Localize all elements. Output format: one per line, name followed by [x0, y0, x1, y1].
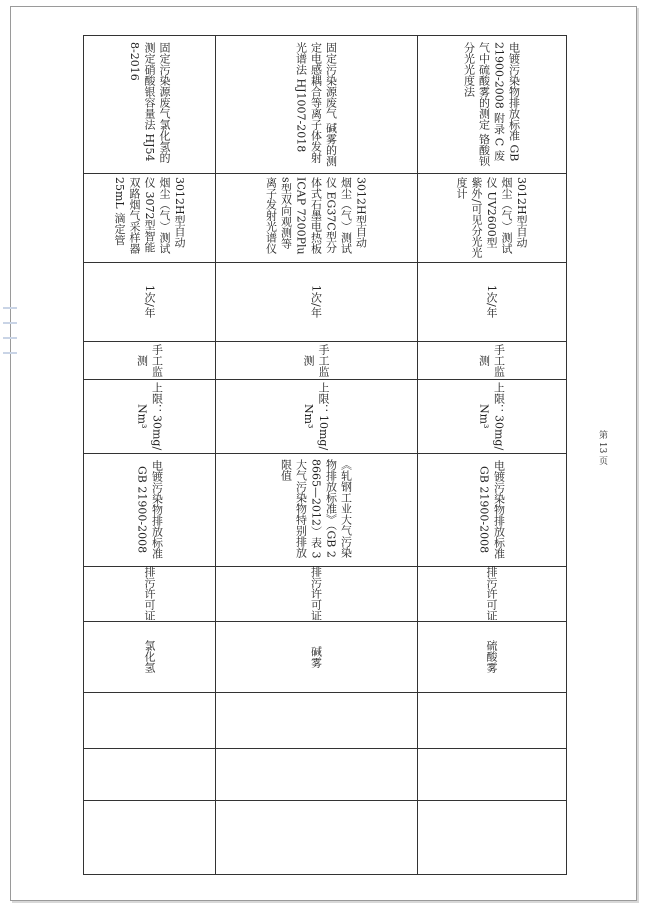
row3-standard: 电镀污染物排放标准 GB 21900-2008 [477, 460, 506, 559]
row3-method: 手工监测 [477, 343, 506, 377]
row3-limit: 上限：30mg/Nm³ [477, 381, 506, 451]
row1-instrument: 3012H型自动烟尘（气）测试仪 3072型智能双路烟气采样器 25mL 滴定管 [113, 177, 186, 254]
row2-analysis: 固定污染源废气 碱雾的测定电感耦合等离子体发射光谱法 HJ1007-2018 [294, 42, 338, 167]
scan-edge-mark [3, 337, 17, 339]
row3-basis: 排污许可证 [485, 566, 498, 621]
row1-analysis: 固定污染源废气氯化氢的测定硝酸银容量法 HJ548-2016 [128, 42, 171, 163]
row2-method: 手工监测 [302, 343, 330, 377]
row2-standard: 《轧钢工业大气污染物排放标准》（GB 28665—2012）表 3 大气污染物特别排放限值 [279, 459, 353, 559]
row1-method: 手工监测 [135, 343, 164, 377]
scan-edge-mark [3, 322, 17, 324]
row2-limit: 上限：10mg/Nm³ [302, 381, 330, 451]
row3-instrument: 3012H型自动烟尘（气）测试仪 UV2600型紫外/可见分光光度计 [455, 177, 528, 258]
scan-edge-mark [3, 352, 17, 354]
row3-pollutant: 硫酸雾 [485, 640, 498, 673]
row1-limit: 上限：30mg/Nm³ [135, 381, 164, 451]
row1-pollutant: 氯化氢 [143, 640, 156, 673]
page-number: 第 13 页 [597, 430, 607, 466]
row2-basis: 排污许可证 [309, 566, 323, 621]
row2-frequency: 1次/年 [309, 285, 323, 318]
row3-analysis: 电镀污染物排放标准 GB 21900-2008 附录 C 废气中硫酸雾的测定 铬酸钡分光光度法 [462, 42, 521, 167]
row1-basis: 排污许可证 [143, 566, 156, 621]
monitoring-table [83, 35, 567, 875]
scan-edge-mark [3, 307, 17, 309]
row3-frequency: 1次/年 [485, 285, 498, 318]
row2-instrument: 3012H型自动烟尘（气）测试仪 EG37C型分体式石墨电热板 ICAP 7200Plus型双向观测等离子发射光谱仪 [264, 177, 368, 255]
row1-frequency: 1次/年 [143, 285, 156, 318]
row1-standard: 电镀污染物排放标准 GB 21900-2008 [135, 460, 164, 559]
row2-pollutant: 碱雾 [309, 645, 323, 668]
